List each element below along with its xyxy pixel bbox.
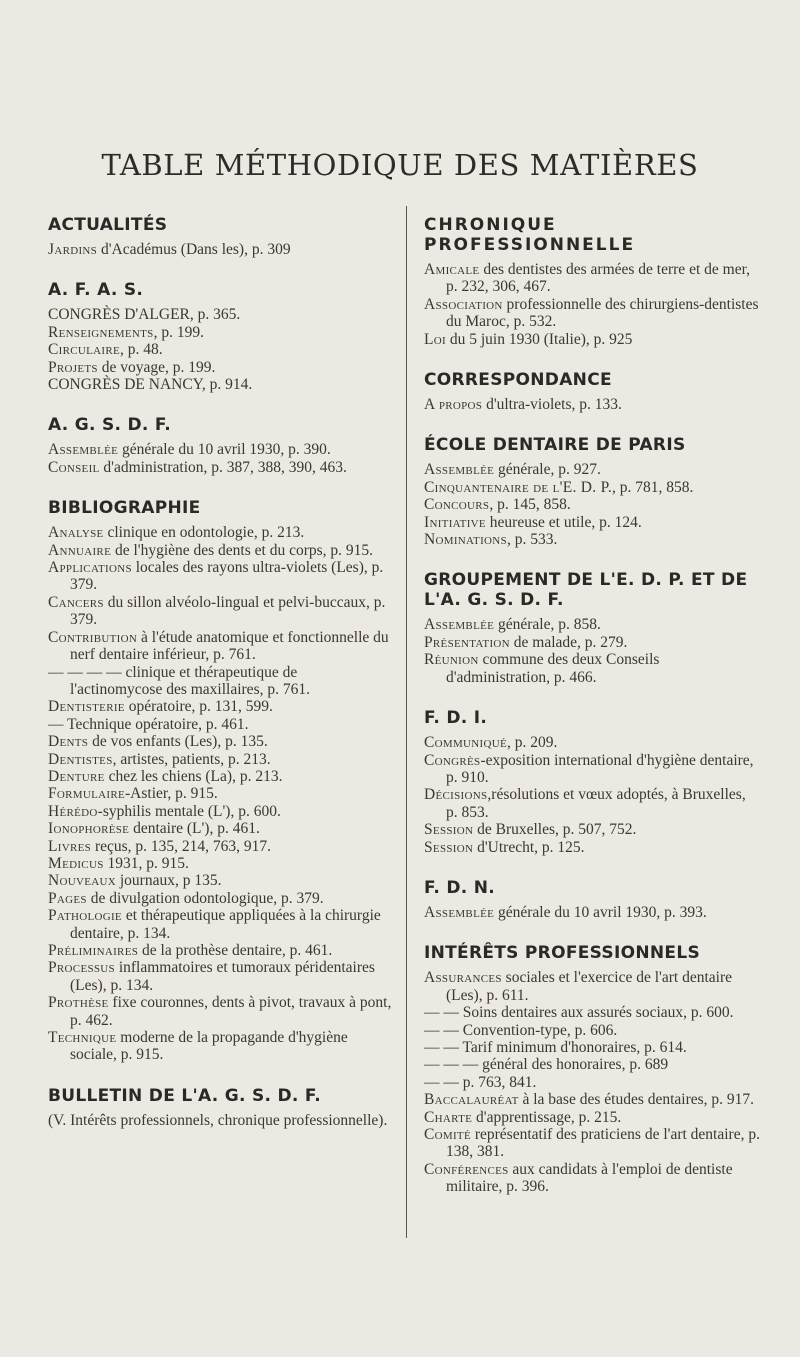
entry-keyword: Jardins xyxy=(48,241,98,258)
index-section xyxy=(424,878,760,921)
index-entry xyxy=(48,241,393,258)
index-entry xyxy=(48,751,393,768)
entry-keyword: Pages xyxy=(48,889,87,907)
index-section xyxy=(424,570,760,686)
section-heading: F. D. N. xyxy=(424,877,496,898)
entry-text: — — p. 763, 841. xyxy=(424,1073,537,1091)
index-entry xyxy=(424,634,760,651)
entry-text: générale, p. 858. xyxy=(494,616,601,634)
index-section xyxy=(424,435,760,548)
entry-text: moderne de la propagande d'hygiène sociale, p. 915. xyxy=(70,1029,348,1064)
entry-text: d'Académus (Dans les), p. 309 xyxy=(97,241,291,258)
index-entry xyxy=(48,838,393,855)
index-section xyxy=(424,708,760,856)
entry-text: de la prothèse dentaire, p. 461. xyxy=(138,942,333,959)
index-entry xyxy=(424,261,760,296)
entry-keyword: Assemblée xyxy=(48,441,119,459)
entry-text: opératoire, p. 131, 599. xyxy=(124,698,273,716)
entry-keyword: Session xyxy=(424,838,474,856)
page-title: TABLE MÉTHODIQUE DES MATIÈRES xyxy=(101,148,699,182)
entry-keyword: Formulaire xyxy=(48,785,126,803)
index-entry xyxy=(48,594,393,629)
entry-text: , p. 199. xyxy=(153,323,204,341)
entry-text: , p. 145, 858. xyxy=(489,496,571,514)
entry-text: — — — général des honoraires, p. 689 xyxy=(424,1056,669,1074)
entry-keyword: Contribution xyxy=(48,628,138,646)
entry-keyword: Communiqué xyxy=(424,734,508,752)
entry-keyword: Nouveaux xyxy=(48,872,116,890)
index-entry xyxy=(424,331,760,348)
entry-keyword: Décisions xyxy=(424,786,488,804)
entry-keyword: Dents xyxy=(48,733,89,751)
entry-text: de l'hygiène des dents et du corps, p. 915. xyxy=(111,541,374,559)
entry-keyword: Préliminaires xyxy=(48,942,139,959)
entry-text: dentaire (L'), p. 461. xyxy=(129,820,260,838)
index-entry xyxy=(48,359,393,376)
left-column xyxy=(48,215,393,1151)
index-section xyxy=(48,498,393,1064)
section-heading: F. D. I. xyxy=(424,708,488,729)
entry-keyword: Processus xyxy=(48,959,115,977)
entry-text: représentatif des praticiens de l'art dentaire, p. 138, 381. xyxy=(446,1126,760,1161)
index-entry xyxy=(424,1039,760,1056)
entry-keyword: Baccalauréat xyxy=(424,1091,519,1109)
index-entry xyxy=(48,907,393,942)
index-entry xyxy=(424,514,760,531)
entry-text: chez les chiens (La), p. 213. xyxy=(104,767,283,785)
entry-text: CONGRÈS D'ALGER, p. 365. xyxy=(48,306,241,324)
index-entry xyxy=(48,459,393,476)
section-heading: CHRONIQUE PROFESSIONNELLE xyxy=(424,215,636,255)
entry-text: commune des deux Conseils d'administration, p. 466. xyxy=(446,651,660,686)
section-heading: ÉCOLE DENTAIRE DE PARIS xyxy=(424,435,686,456)
entry-text: du 5 juin 1930 (Italie), p. 925 xyxy=(445,330,633,348)
entry-keyword: Association xyxy=(424,295,503,313)
entry-keyword: Réunion xyxy=(424,651,479,669)
index-entry xyxy=(424,1091,760,1108)
entry-keyword: Conseil xyxy=(48,458,100,476)
index-entry xyxy=(48,1029,393,1064)
index-entry xyxy=(424,616,760,633)
entry-keyword: Pathologie xyxy=(48,907,122,925)
index-entry xyxy=(424,969,760,1004)
index-entry xyxy=(424,461,760,478)
index-entry xyxy=(424,479,760,496)
entry-keyword: Assemblée xyxy=(424,616,495,634)
index-entry xyxy=(424,821,760,838)
entry-keyword: Assemblée xyxy=(424,461,495,479)
entry-text: — — Convention-type, p. 606. xyxy=(424,1021,618,1039)
entry-text: , p. 781, 858. xyxy=(612,478,694,496)
index-entry xyxy=(48,768,393,785)
index-entry xyxy=(48,1112,393,1129)
entry-text: — — Tarif minimum d'honoraires, p. 614. xyxy=(424,1038,687,1056)
entry-text: à l'étude anatomique et fonctionnelle du nerf dentaire inférieur, p. 761. xyxy=(70,628,389,664)
entry-text: de malade, p. 279. xyxy=(509,633,628,651)
index-entry xyxy=(48,716,393,733)
entry-text: — — — — clinique et thérapeutique de l'actinomycose des maxillaires, p. 761. xyxy=(48,663,310,698)
index-entry xyxy=(48,664,393,699)
entry-keyword: Circulaire xyxy=(48,341,121,359)
section-heading: GROUPEMENT DE L'E. D. P. ET DE L'A. G. S. D. F. xyxy=(424,570,748,611)
section-heading: INTÉRÊTS PROFESSIONNELS xyxy=(424,943,700,964)
entry-text: et thérapeutique appliquées à la chirurgie dentaire, p. 134. xyxy=(70,907,381,942)
entry-keyword: Applications xyxy=(48,559,132,577)
entry-text: locales des rayons ultra-violets (Les), p. 379. xyxy=(70,559,384,594)
index-entry xyxy=(48,872,393,889)
index-entry xyxy=(48,698,393,715)
section-heading: A. G. S. D. F. xyxy=(48,415,172,436)
index-entry xyxy=(48,542,393,559)
entry-text: , artistes, patients, p. 213. xyxy=(112,750,271,768)
index-section xyxy=(48,415,393,476)
index-entry xyxy=(48,629,393,664)
entry-text: de voyage, p. 199. xyxy=(97,358,216,376)
right-column xyxy=(424,215,760,1218)
entry-text: reçus, p. 135, 214, 763, 917. xyxy=(91,837,272,855)
entry-keyword: Dentistes xyxy=(48,750,113,768)
entry-keyword: Denture xyxy=(48,767,105,785)
index-entry xyxy=(48,820,393,837)
index-entry xyxy=(48,324,393,341)
entry-keyword: A propos xyxy=(424,396,483,414)
entry-keyword: Projets xyxy=(48,358,98,376)
entry-text: heureuse et utile, p. 124. xyxy=(485,513,642,531)
index-entry xyxy=(48,890,393,907)
index-entry xyxy=(48,942,393,959)
index-entry xyxy=(424,1109,760,1126)
entry-text: sociales et l'exercice de l'art dentaire (Les), p. 611. xyxy=(446,969,732,1004)
entry-keyword: Technique xyxy=(48,1029,117,1047)
entry-keyword: Assemblée xyxy=(424,903,495,921)
index-entry xyxy=(424,904,760,921)
entry-keyword: Annuaire xyxy=(48,541,112,559)
index-entry xyxy=(48,803,393,820)
entry-text: -exposition international d'hygiène dentaire, p. 910. xyxy=(446,751,754,786)
entry-keyword: Présentation xyxy=(424,633,510,651)
entry-text: , p. 533. xyxy=(506,531,558,549)
index-entry xyxy=(424,1161,760,1196)
entry-keyword: Comité xyxy=(424,1126,471,1143)
index-entry xyxy=(48,559,393,594)
entry-keyword: Livres xyxy=(48,837,92,855)
entry-text: de divulgation odontologique, p. 379. xyxy=(86,889,324,907)
index-entry xyxy=(48,376,393,393)
entry-text: journaux, p 135. xyxy=(115,872,222,890)
entry-keyword: Conférences xyxy=(424,1160,509,1178)
entry-text: — — Soins dentaires aux assurés sociaux, p. 600. xyxy=(424,1004,734,1022)
index-entry xyxy=(48,341,393,358)
entry-text: d'Utrecht, p. 125. xyxy=(473,838,585,856)
entry-text: -syphilis mentale (L'), p. 600. xyxy=(97,802,281,820)
column-divider xyxy=(406,206,407,1238)
index-section xyxy=(424,215,760,348)
index-section xyxy=(48,1086,393,1129)
entry-keyword: Renseignements xyxy=(48,323,154,341)
index-entry xyxy=(424,786,760,821)
index-entry xyxy=(424,752,760,787)
entry-keyword: Hérédo xyxy=(48,802,98,820)
section-heading: BIBLIOGRAPHIE xyxy=(48,498,201,519)
section-heading: CORRESPONDANCE xyxy=(424,370,612,391)
entry-text: générale du 10 avril 1930, p. 393. xyxy=(494,903,707,921)
index-entry xyxy=(48,524,393,541)
index-entry xyxy=(424,734,760,751)
section-heading: BULLETIN DE L'A. G. S. D. F. xyxy=(48,1085,322,1106)
entry-keyword: Loi xyxy=(424,330,446,348)
entry-text: générale, p. 927. xyxy=(494,461,601,479)
entry-text: de vos enfants (Les), p. 135. xyxy=(88,733,268,751)
index-entry xyxy=(48,306,393,323)
entry-text: aux candidats à l'emploi de dentiste militaire, p. 396. xyxy=(446,1160,733,1196)
entry-text: , p. 209. xyxy=(507,734,558,752)
entry-keyword: Charte xyxy=(424,1108,473,1126)
entry-keyword: Nominations xyxy=(424,531,507,549)
index-entry xyxy=(424,1074,760,1091)
entry-text: — Technique opératoire, p. 461. xyxy=(48,715,249,733)
entry-keyword: Concours xyxy=(424,496,490,514)
index-entry xyxy=(48,441,393,458)
index-entry xyxy=(424,1022,760,1039)
index-section xyxy=(48,215,393,258)
entry-text: des dentistes des armées de terre et de mer, p. 232, 306, 467. xyxy=(446,261,750,296)
index-section xyxy=(48,280,393,393)
index-entry xyxy=(424,1056,760,1073)
entry-text: ,résolutions et vœux adoptés, à Bruxelles, p. 853. xyxy=(446,786,746,821)
index-entry xyxy=(48,733,393,750)
index-entry xyxy=(48,994,393,1029)
index-entry xyxy=(424,496,760,513)
section-heading: ACTUALITÉS xyxy=(48,215,168,235)
index-entry xyxy=(424,296,760,331)
entry-text: fixe couronnes, dents à pivot, travaux à pont, p. 462. xyxy=(70,994,392,1029)
entry-keyword: Dentisterie xyxy=(48,698,125,716)
index-entry xyxy=(424,1126,760,1161)
entry-text: du sillon alvéolo-lingual et pelvi-buccaux, p. 379. xyxy=(70,593,386,629)
entry-text: professionnelle des chirurgiens-dentistes du Maroc, p. 532. xyxy=(446,295,759,331)
entry-text: générale du 10 avril 1930, p. 390. xyxy=(118,441,331,459)
entry-text: (V. Intérêts professionnels, chronique professionnelle). xyxy=(48,1111,388,1129)
index-section xyxy=(424,370,760,413)
entry-keyword: Congrès xyxy=(424,751,481,769)
entry-text: de Bruxelles, p. 507, 752. xyxy=(473,821,637,839)
entry-text: 1931, p. 915. xyxy=(103,854,189,872)
section-heading: A. F. A. S. xyxy=(48,280,144,301)
index-entry xyxy=(424,1004,760,1021)
entry-keyword: Initiative xyxy=(424,513,486,531)
index-entry xyxy=(424,651,760,686)
entry-keyword: Assurances xyxy=(424,969,502,987)
entry-text: clinique en odontologie, p. 213. xyxy=(103,524,305,542)
entry-text: d'administration, p. 387, 388, 390, 463. xyxy=(99,458,347,476)
entry-keyword: Medicus xyxy=(48,854,104,872)
entry-keyword: Prothèse xyxy=(48,994,109,1012)
index-entry xyxy=(48,855,393,872)
entry-keyword: Analyse xyxy=(48,524,104,542)
entry-keyword: Ionophorèse xyxy=(48,820,130,838)
entry-text: CONGRÈS DE NANCY, p. 914. xyxy=(48,376,253,394)
index-entry xyxy=(424,531,760,548)
entry-keyword: Amicale xyxy=(424,261,480,278)
index-entry xyxy=(48,785,393,802)
entry-keyword: Session xyxy=(424,821,474,839)
entry-text: d'ultra-violets, p. 133. xyxy=(482,396,622,414)
index-section xyxy=(424,943,760,1195)
entry-text: inflammatoires et tumoraux péridentaires (Les), p. 134. xyxy=(70,959,375,994)
entry-text: d'apprentissage, p. 215. xyxy=(472,1108,622,1126)
entry-text: à la base des études dentaires, p. 917. xyxy=(518,1091,755,1109)
index-entry xyxy=(424,396,760,413)
entry-keyword: Cancers xyxy=(48,593,104,611)
index-entry xyxy=(424,839,760,856)
index-entry xyxy=(48,959,393,994)
entry-keyword: Cinquantenaire de l'E. D. P. xyxy=(424,478,613,496)
entry-text: , p. 48. xyxy=(120,341,163,359)
entry-text: -Astier, p. 915. xyxy=(125,785,218,803)
